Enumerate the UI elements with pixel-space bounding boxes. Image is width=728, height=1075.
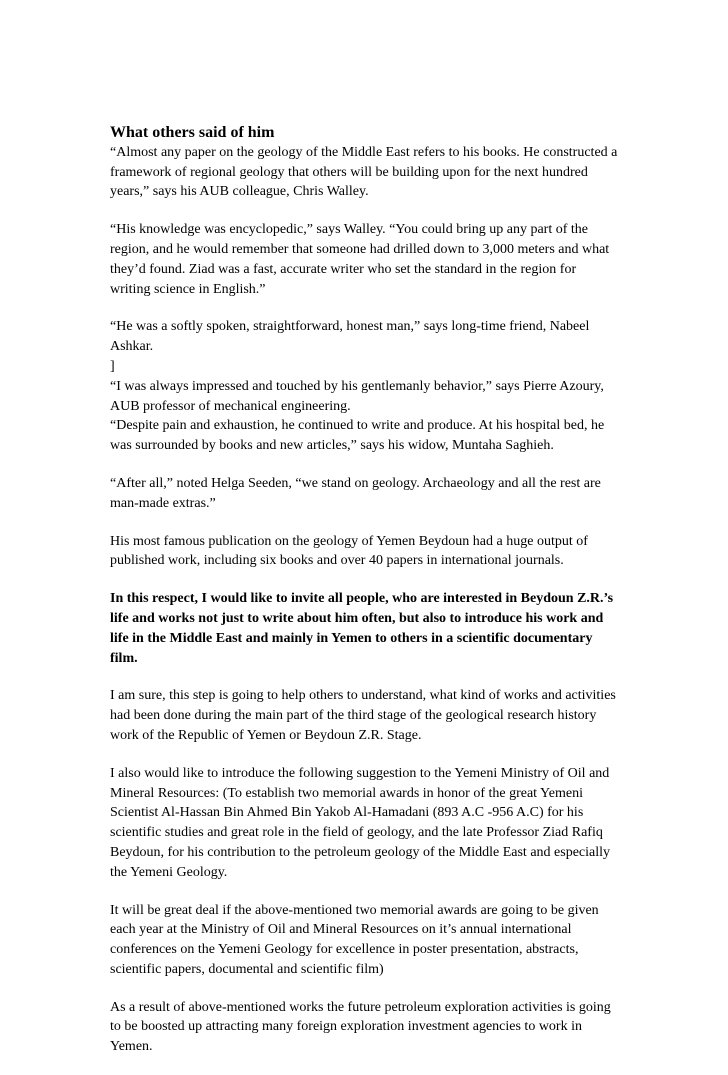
quote-paragraph-seeden: “After all,” noted Helga Seeden, “we stand on geology. Archaeology and all the rest are man-made extras.”: [110, 475, 601, 511]
quote-paragraph-saghieh: “Despite pain and exhaustion, he continued to write and produce. At his hospital bed, he was surrounded by books and new articles,” says his widow, Muntaha Saghieh.: [110, 418, 605, 454]
section-heading: What others said of him: [110, 124, 275, 141]
quote-paragraph-walley-1: “Almost any paper on the geology of the Middle East refers to his books. He constructed a framework of regional geology that others will be building upon for the next hundred years,” says his AUB colleague, Chris Walley.: [110, 144, 618, 200]
publication-paragraph: His most famous publication on the geology of Yemen Beydoun had a huge output of published work, including six books and over 40 papers in international journals.: [110, 533, 588, 569]
suggestion-paragraph: I also would like to introduce the following suggestion to the Yemeni Ministry of Oil and Mineral Resources: (To establish two memorial awards in honor of the great Yemeni Scientist Al-Hassan Bin Ahmed Bin Yakob Al-Hamadani (893 A.C -956 A.C) for his scientific studies and great role in the field of geology, and the late Professor Ziad Rafiq Beydoun, for his contribution to the petroleum geology of the Middle East and especially the Yemeni Geology.: [110, 765, 611, 880]
stray-bracket: ]: [110, 358, 115, 374]
document-page: [110, 123, 618, 1075]
quote-paragraph-ashkar: “He was a softly spoken, straightforward, honest man,” says long-time friend, Nabeel Ashkar.: [110, 319, 590, 355]
quote-paragraph-walley-2: “His knowledge was encyclopedic,” says Walley. “You could bring up any part of the region, and he would remember that someone had drilled down to 3,000 meters and what they’d found. Ziad was a fast, accurate writer who set the standard in the region for writing science in English.”: [110, 222, 610, 297]
conclusion-paragraph: As a result of above-mentioned works the future petroleum exploration activities is going to be boosted up attracting many foreign exploration investment agencies to work in Yemen.: [110, 999, 611, 1055]
invitation-paragraph: In this respect, I would like to invite all people, who are interested in Beydoun Z.R.’s life and works not just to write about him often, but also to introduce his work and life in the Middle East and mainly in Yemen to others in a scientific documentary film.: [110, 591, 614, 666]
awards-paragraph: It will be great deal if the above-mentioned two memorial awards are going to be given each year at the Ministry of Oil and Mineral Resources on it’s annual international conferences on the Yemeni Geology for excellence in poster presentation, abstracts, scientific papers, documental and scientific film): [110, 902, 599, 977]
stage-paragraph: I am sure, this step is going to help others to understand, what kind of works and activities had been done during the main part of the third stage of the geological research history work of the Republic of Yemen or Beydoun Z.R. Stage.: [110, 688, 616, 743]
quote-paragraph-azoury: “I was always impressed and touched by his gentlemanly behavior,” says Pierre Azoury, AUB professor of mechanical engineering.: [110, 378, 604, 414]
